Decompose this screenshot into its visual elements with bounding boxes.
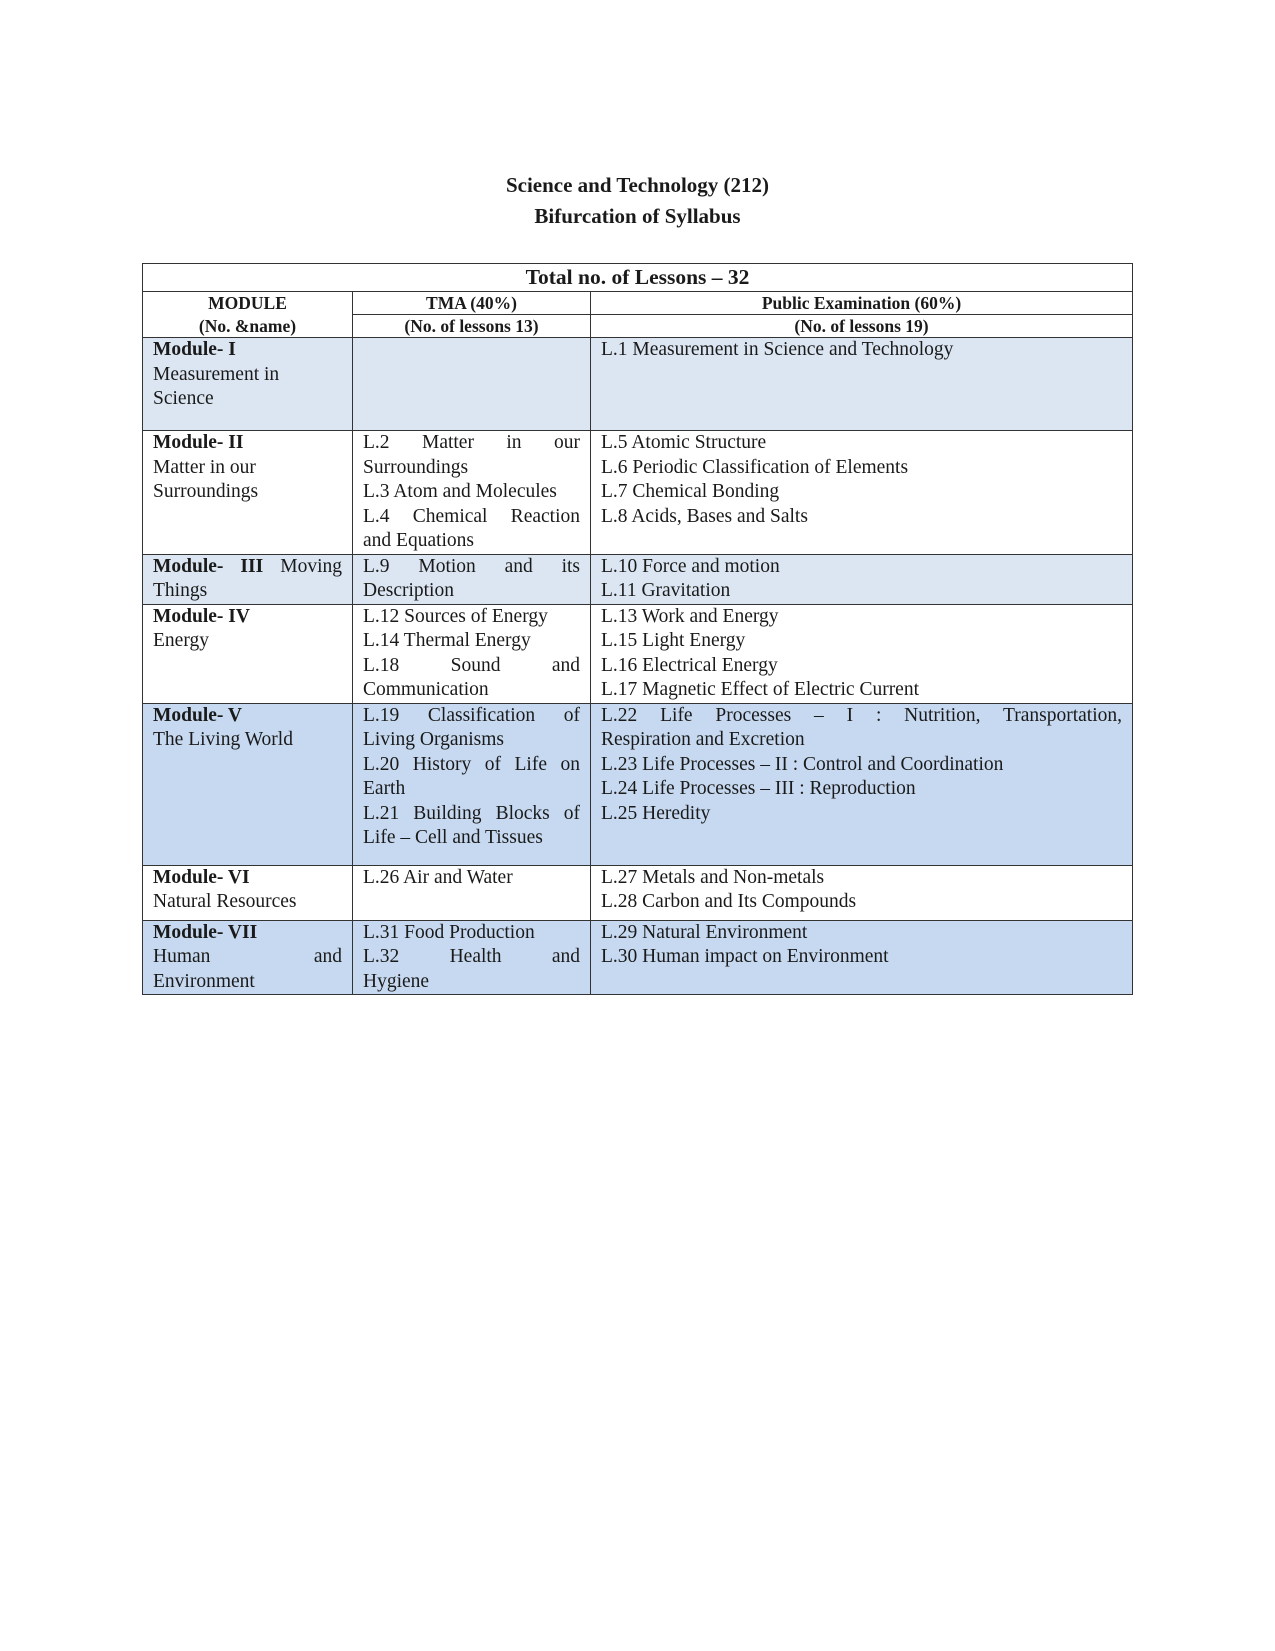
tma-cell	[353, 431, 591, 555]
module-cell	[143, 554, 353, 604]
lesson-item: L.3 Atom and Molecules	[363, 481, 557, 502]
lesson-item: L.10 Force and motion	[601, 555, 780, 577]
header-row-1	[143, 292, 1133, 315]
tma-cell	[353, 920, 591, 995]
lesson-item: L.13 Work and Energy	[601, 605, 779, 627]
lesson-item: L.8 Acids, Bases and Salts	[601, 505, 808, 527]
lesson-item: Hygiene	[363, 970, 430, 992]
lesson-item: L.18 Sound and	[363, 654, 580, 676]
table-row	[143, 703, 1133, 865]
module-name: The Living World	[153, 729, 293, 750]
total-row	[143, 264, 1133, 292]
header-module-sub: (No. &name)	[143, 315, 353, 338]
lesson-item: L.26 Air and Water	[363, 866, 513, 888]
module-cell	[143, 703, 353, 865]
lesson-item: L.19 Classification of	[363, 704, 580, 726]
module-title: Module- IV	[153, 605, 250, 627]
module-title: Module- I	[153, 339, 236, 360]
lesson-item: L.30 Human impact on Environment	[601, 946, 889, 967]
header-public: Public Examination (60%)	[591, 292, 1133, 315]
lesson-item: L.5 Atomic Structure	[601, 432, 767, 453]
public-cell	[591, 865, 1133, 920]
header-tma: TMA (40%)	[353, 292, 591, 315]
tma-cell	[353, 554, 591, 604]
lesson-item: Earth	[363, 778, 406, 799]
module-name: Surroundings	[153, 481, 259, 502]
lesson-item: L.14 Thermal Energy	[363, 630, 531, 651]
module-name: Things	[153, 580, 208, 601]
module-name: Environment	[153, 970, 255, 992]
module-name: Measurement in	[153, 363, 280, 385]
lesson-item: L.7 Chemical Bonding	[601, 481, 780, 502]
module-title: Module- II	[153, 432, 244, 453]
lesson-item: L.16 Electrical Energy	[601, 654, 778, 676]
table-row	[143, 604, 1133, 703]
lesson-item: L.25 Heredity	[601, 802, 711, 824]
lesson-item: L.20 History of Life on	[363, 753, 580, 775]
module-name: Energy	[153, 630, 209, 651]
lesson-item: L.32 Health and	[363, 946, 580, 967]
public-cell	[591, 604, 1133, 703]
lesson-item: L.2 Matter in our	[363, 432, 580, 453]
header-row-2	[143, 315, 1133, 338]
lesson-item: Surroundings	[363, 456, 469, 478]
lesson-item: L.28 Carbon and Its Compounds	[601, 891, 857, 912]
table-row	[143, 554, 1133, 604]
lesson-item: L.6 Periodic Classification of Elements	[601, 456, 909, 478]
table-row	[143, 431, 1133, 555]
public-cell	[591, 338, 1133, 431]
lesson-item: L.17 Magnetic Effect of Electric Current	[601, 679, 920, 700]
header-public-sub: (No. of lessons 19)	[591, 315, 1133, 338]
syllabus-table	[142, 263, 1133, 995]
module-name: Matter in our	[153, 456, 256, 478]
public-cell	[591, 703, 1133, 865]
module-title: Module- VI	[153, 866, 250, 888]
lesson-item: L.4 Chemical Reaction	[363, 505, 580, 527]
header-tma-sub: (No. of lessons 13)	[353, 315, 591, 338]
module-cell	[143, 604, 353, 703]
public-cell	[591, 554, 1133, 604]
lesson-item: L.9 Motion and its	[363, 555, 580, 577]
table-row	[143, 865, 1133, 920]
module-name: Moving	[280, 555, 342, 577]
lesson-item: and Equations	[363, 530, 475, 551]
module-title: Module- VII	[153, 921, 258, 943]
lesson-item: L.21 Building Blocks of	[363, 802, 580, 824]
public-cell	[591, 920, 1133, 995]
module-name: Science	[153, 388, 214, 409]
module-cell	[143, 920, 353, 995]
lesson-item: L.31 Food Production	[363, 921, 535, 943]
tma-cell	[353, 338, 591, 431]
module-name: Natural Resources	[153, 891, 297, 912]
document-title: Science and Technology (212)	[505, 173, 770, 197]
document-title-block	[0, 170, 1275, 232]
lesson-item: L.24 Life Processes – III : Reproduction	[601, 778, 916, 799]
lesson-item: L.11 Gravitation	[601, 580, 731, 601]
module-title: Module- V	[153, 704, 243, 726]
header-module: MODULE	[143, 292, 353, 315]
tma-cell	[353, 604, 591, 703]
lesson-item: L.23 Life Processes – II : Control and Coordination	[601, 753, 1004, 775]
lesson-item: L.15 Light Energy	[601, 630, 746, 651]
document-subtitle: Bifurcation of Syllabus	[534, 204, 741, 228]
module-cell	[143, 338, 353, 431]
lesson-item: L.27 Metals and Non-metals	[601, 866, 825, 888]
module-title: Module- III	[153, 555, 264, 577]
tma-cell	[353, 865, 591, 920]
lesson-item: Living Organisms	[363, 729, 505, 750]
lesson-item: L.29 Natural Environment	[601, 921, 808, 943]
lesson-item: Description	[363, 580, 454, 601]
module-name: Human and	[153, 946, 342, 967]
module-cell	[143, 865, 353, 920]
lesson-item: L.1 Measurement in Science and Technology	[601, 339, 954, 360]
tma-cell	[353, 703, 591, 865]
lesson-item: Communication	[363, 679, 489, 700]
lesson-item: L.22 Life Processes – I : Nutrition, Transportation,	[601, 704, 1123, 726]
module-cell	[143, 431, 353, 555]
table-row	[143, 920, 1133, 995]
lesson-item: Respiration and Excretion	[601, 729, 805, 750]
total-lessons: Total no. of Lessons – 32	[143, 264, 1133, 292]
lesson-item: L.12 Sources of Energy	[363, 605, 548, 627]
lesson-item: Life – Cell and Tissues	[363, 827, 543, 848]
table-row	[143, 338, 1133, 431]
public-cell	[591, 431, 1133, 555]
